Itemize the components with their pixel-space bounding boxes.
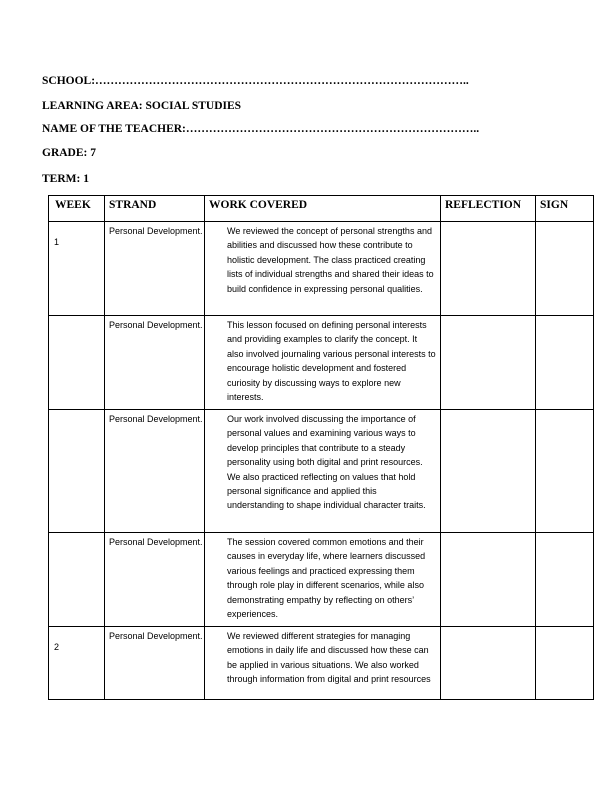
work-cell [205, 410, 441, 533]
table-row [49, 316, 594, 410]
week-cell [49, 627, 105, 700]
table-row [49, 533, 594, 627]
work-cell [205, 627, 441, 700]
sign-cell[interactable] [536, 533, 594, 627]
reflection-cell[interactable] [441, 410, 536, 533]
week-number: 2 [54, 642, 60, 652]
strand-cell [105, 410, 205, 533]
learning-area-line: LEARNING AREA: SOCIAL STUDIES [42, 100, 242, 112]
column-header-work-covered: WORK COVERED [205, 196, 441, 222]
work-cell [205, 533, 441, 627]
strand-cell [105, 316, 205, 410]
work-covered-table [48, 195, 594, 700]
work-covered-text: Our work involved discussing the importance of personal values and examining various ways to develop principles that contribute to a steady personality using both digital and print resources. We also practiced reflecting on values that hold personal significance and applied this understanding to shape individual character traits. [227, 414, 426, 511]
work-covered-text: We reviewed different strategies for managing emotions in daily life and discussed how these can be applied in various situations. We also worked through information from digital and print resources [227, 631, 431, 685]
column-header-reflection: REFLECTION [441, 196, 536, 222]
week-number [49, 533, 104, 548]
week-number [49, 410, 104, 425]
table-row [49, 627, 594, 700]
table-header-row [49, 196, 594, 222]
strand-text: Personal Development. [109, 320, 203, 330]
week-cell [49, 533, 105, 627]
table-row [49, 222, 594, 316]
school-line: SCHOOL:…………………………………………………………………………………….. [42, 75, 469, 87]
column-header-sign: SIGN [536, 196, 594, 222]
table-row [49, 410, 594, 533]
week-number [49, 316, 104, 331]
strand-text: Personal Development. [109, 631, 203, 641]
work-cell [205, 222, 441, 316]
reflection-cell[interactable] [441, 316, 536, 410]
week-cell [49, 410, 105, 533]
work-covered-text: We reviewed the concept of personal strengths and abilities and discussed how these contribute to holistic development. The class practiced creating lists of individual strengths and shared their ideas to build confidence in expressing personal qualities. [227, 226, 434, 294]
reflection-cell[interactable] [441, 627, 536, 700]
work-covered-text: This lesson focused on defining personal interests and providing examples to clarify the concept. It also involved journaling various personal interests to encourage holistic development and fostered curiosity by discussing ways to explore new interests. [227, 320, 436, 403]
teacher-name-line: NAME OF THE TEACHER:………………………………………………………………….. [42, 123, 480, 135]
work-covered-text: The session covered common emotions and their causes in everyday life, where learners discussed various feelings and practiced expressing them through role play in different scenarios, while also demonstrating empathy by reflecting on others’ experiences. [227, 537, 426, 620]
week-number: 1 [54, 237, 60, 247]
column-header-week: WEEK [49, 196, 105, 222]
sign-cell[interactable] [536, 222, 594, 316]
sign-cell[interactable] [536, 627, 594, 700]
grade-line: GRADE: 7 [42, 147, 96, 159]
week-cell [49, 316, 105, 410]
strand-cell [105, 627, 205, 700]
term-line: TERM: 1 [42, 173, 89, 185]
strand-text: Personal Development. [109, 537, 203, 547]
reflection-cell[interactable] [441, 222, 536, 316]
strand-cell [105, 222, 205, 316]
sign-cell[interactable] [536, 316, 594, 410]
sign-cell[interactable] [536, 410, 594, 533]
strand-cell [105, 533, 205, 627]
strand-text: Personal Development. [109, 226, 203, 236]
week-cell [49, 222, 105, 316]
work-cell [205, 316, 441, 410]
column-header-strand: STRAND [105, 196, 205, 222]
reflection-cell[interactable] [441, 533, 536, 627]
strand-text: Personal Development. [109, 414, 203, 424]
